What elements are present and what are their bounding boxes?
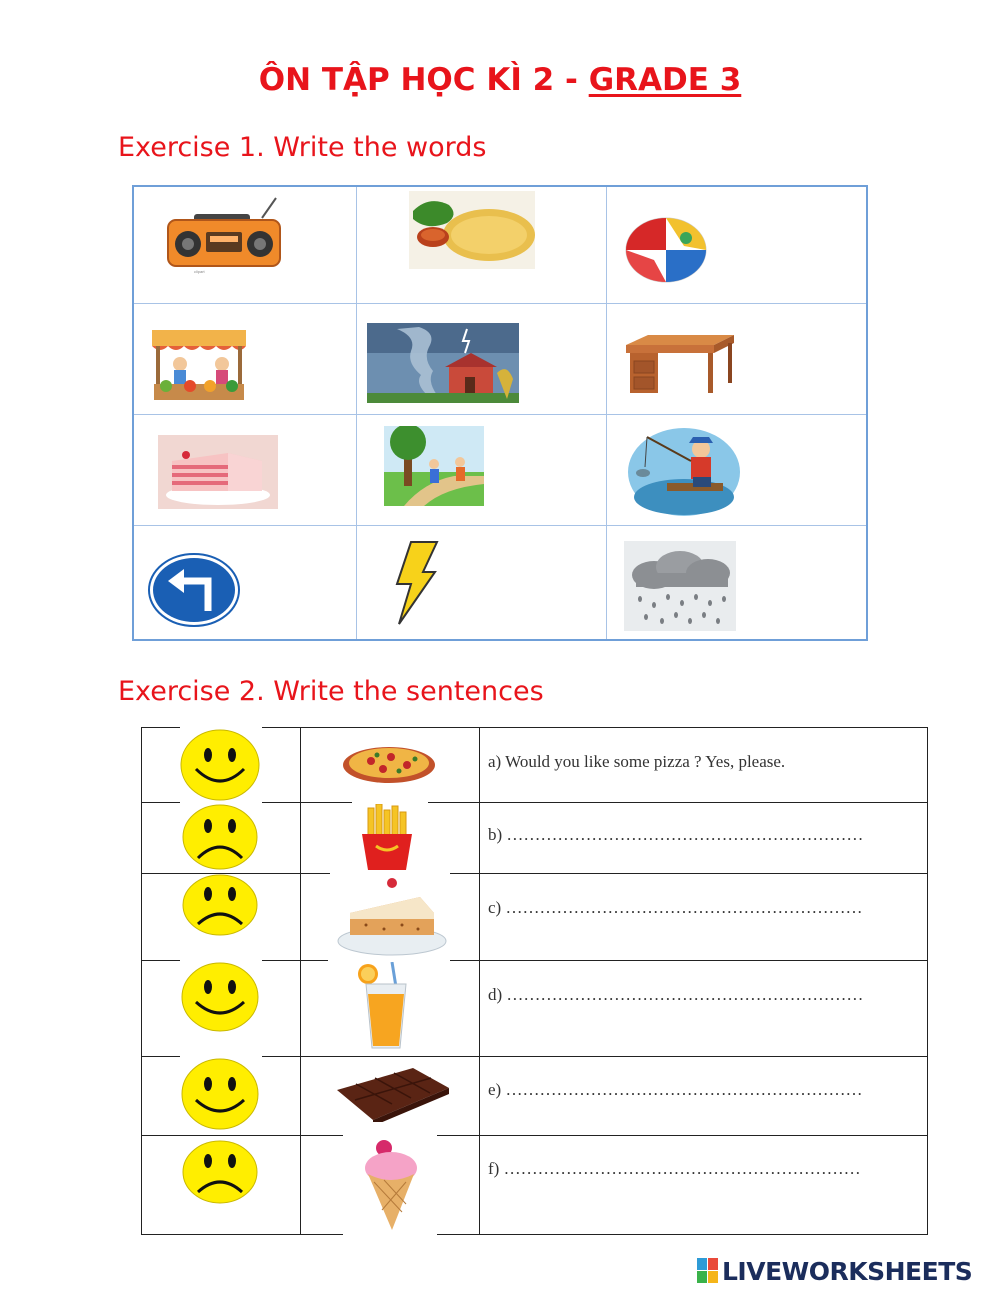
happy-face-icon (181, 962, 259, 1032)
cake-icon (158, 435, 278, 509)
liveworksheets-logo (697, 1254, 972, 1288)
logo-mark-icon (697, 1258, 719, 1284)
fries-icon (356, 804, 418, 870)
pancake-icon (409, 191, 535, 269)
happy-face-icon (180, 729, 260, 801)
happy-face-icon (181, 1058, 259, 1130)
fishing-icon (627, 427, 742, 517)
sentence-f[interactable]: f) ……………………………………………………… (488, 1159, 861, 1178)
sad-face-icon (182, 804, 258, 870)
svg-text:clipart: clipart (194, 269, 205, 274)
logo-text: LIVEWORKSHEETS (722, 1256, 973, 1286)
sentence-d[interactable]: d) ……………………………………………………… (488, 985, 864, 1004)
ice-cream-icon (362, 1138, 420, 1232)
tornado-icon (367, 323, 519, 403)
sad-face-icon (182, 874, 258, 936)
park-walk-icon (384, 426, 484, 506)
sentence-e[interactable]: e) ……………………………………………………… (488, 1080, 863, 1099)
sentence-b[interactable]: b) ……………………………………………………… (488, 825, 864, 844)
sentence-a[interactable]: a) Would you like some pizza ? Yes, please. (488, 752, 786, 771)
exercise-2-heading: Exercise 2. Write the sentences (118, 676, 544, 707)
page-title (0, 62, 1000, 98)
desk-icon (624, 331, 736, 395)
turn-left-sign-icon (148, 553, 240, 627)
exercise-1-heading: Exercise 1. Write the words (118, 132, 487, 163)
market-stall-icon (150, 328, 248, 402)
radio-icon (164, 196, 284, 274)
orange-juice-icon (354, 962, 416, 1052)
beach-ball-icon (624, 216, 708, 284)
lightning-icon (393, 540, 439, 626)
title-prefix: ÔN TẬP HỌC KÌ 2 - (258, 62, 589, 98)
sentence-c[interactable]: c) ……………………………………………………… (488, 898, 863, 917)
chocolate-icon (333, 1066, 451, 1122)
cake-slice-icon (336, 873, 448, 957)
sad-face-icon (182, 1140, 258, 1204)
title-grade: GRADE 3 (588, 62, 742, 98)
pizza-icon (341, 737, 437, 785)
rain-cloud-icon (624, 541, 736, 631)
